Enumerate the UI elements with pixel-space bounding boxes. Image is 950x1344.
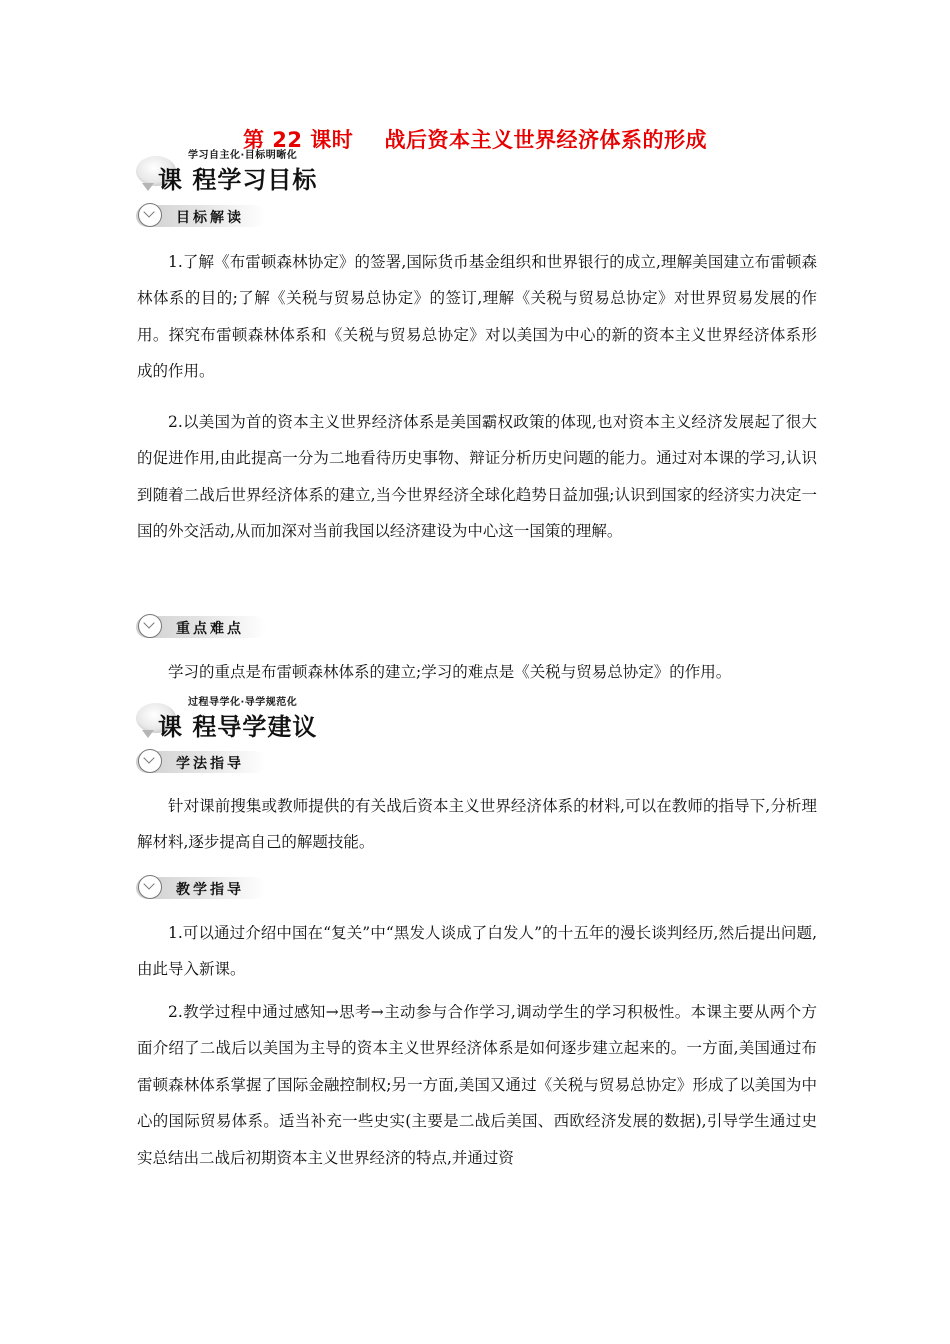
subsection-label: 重点难点 xyxy=(176,621,244,637)
paragraph: 学习的重点是布雷顿森林体系的建立;学习的难点是《关税与贸易总协定》的作用。 xyxy=(168,663,732,681)
section-banner-subtitle: 学习自主化·目标明晰化 xyxy=(188,150,298,161)
subsection-label: 教学指导 xyxy=(176,882,244,898)
chevron-circle-icon xyxy=(138,203,162,227)
subsection-banner-teaching-guidance xyxy=(136,875,271,901)
paragraph: 1.可以通过介绍中国在“复关”中“黑发人谈成了白发人”的十五年的漫长谈判经历,然后提出问题,由此导入新课。 xyxy=(137,924,817,979)
section-banner-guidance xyxy=(134,693,434,741)
subsection-banner-study-method xyxy=(136,749,271,775)
section-banner-title: 课 程导学建议 xyxy=(158,713,318,741)
subsection-banner-key-points xyxy=(136,614,271,640)
paragraph: 2.以美国为首的资本主义世界经济体系是美国霸权政策的体现,也对资本主义经济发展起了很大的促进作用,由此提高一分为二地看待历史事物、辩证分析历史问题的能力。通过对本课的学习,认识到随着二战后世界经济体系的建立,当今世界经济全球化趋势日益加强;认识到国家的经济实力决定一国的外交活动,从而加深对当前我国以经济建设为中心这一国策的理解。 xyxy=(137,413,817,541)
page-title: 第 22 课时 战后资本主义世界经济体系的形成 xyxy=(242,128,708,152)
chevron-circle-icon xyxy=(138,875,162,899)
subsection-label: 学法指导 xyxy=(176,756,244,772)
section-banner-learning-goals xyxy=(134,146,434,194)
paragraph: 2.教学过程中通过感知→思考→主动参与合作学习,调动学生的学习积极性。本课主要从两个方面介绍了二战后以美国为主导的资本主义世界经济体系是如何逐步建立起来的。一方面,美国通过布雷顿森林体系掌握了国际金融控制权;另一方面,美国又通过《关税与贸易总协定》形成了以美国为中心的国际贸易体系。适当补充一些史实(主要是二战后美国、西欧经济发展的数据),引导学生通过史实总结出二战后初期资本主义世界经济的特点,并通过资 xyxy=(137,1003,817,1167)
paragraph: 针对课前搜集或教师提供的有关战后资本主义世界经济体系的材料,可以在教师的指导下,分析理解材料,逐步提高自己的解题技能。 xyxy=(137,797,817,852)
chevron-circle-icon xyxy=(138,614,162,638)
subsection-banner-goal-interpretation xyxy=(136,203,271,229)
subsection-label: 目标解读 xyxy=(176,210,244,226)
section-banner-title: 课 程学习目标 xyxy=(158,166,318,194)
section-banner-subtitle: 过程导学化·导学规范化 xyxy=(188,697,298,708)
paragraph: 1.了解《布雷顿森林协定》的签署,国际货币基金组织和世界银行的成立,理解美国建立布雷顿森林体系的目的;了解《关税与贸易总协定》的签订,理解《关税与贸易总协定》对世界贸易发展的作用。探究布雷顿森林体系和《关税与贸易总协定》对以美国为中心的新的资本主义世界经济体系形成的作用。 xyxy=(137,253,817,381)
chevron-circle-icon xyxy=(138,749,162,773)
